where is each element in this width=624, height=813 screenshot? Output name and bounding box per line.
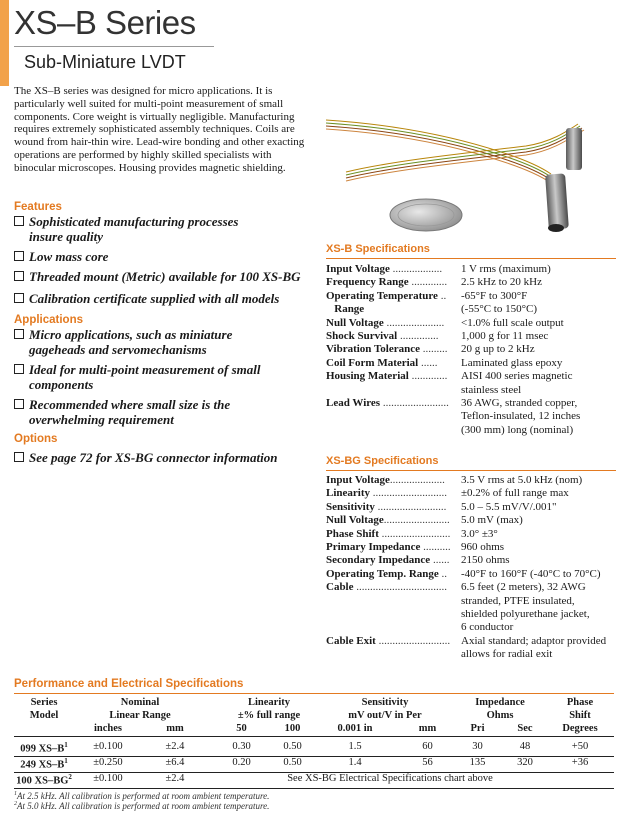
xsbg-specs-table <box>326 474 616 662</box>
applications-item-line: Ideal for multi-point measurement of small <box>14 363 314 378</box>
spec-label: Shock Survival .............. <box>326 330 439 343</box>
spec-row <box>326 635 616 662</box>
leader-dots: .......................... <box>375 634 451 647</box>
checkbox-icon <box>14 293 24 303</box>
leader-dots: ......................... <box>374 500 447 513</box>
table-note: See XS-BG Electrical Specifications chart above <box>287 773 493 784</box>
title-divider <box>14 46 214 47</box>
page-title: XS–B Series <box>14 4 196 41</box>
spec-label: Input Voltage.................... <box>326 474 445 486</box>
column-header: Sensitivity <box>361 697 409 708</box>
leader-dots: ...... <box>418 356 438 369</box>
spec-row <box>326 370 616 397</box>
column-header: Impedance <box>475 697 525 708</box>
table-cell: 1.5 <box>348 741 362 752</box>
table-cell: ±6.4 <box>165 757 185 768</box>
spec-value: ±0.2% of full range max <box>461 487 569 500</box>
column-header: Phase <box>566 697 594 708</box>
xsb-specs-table <box>326 263 616 437</box>
options-item <box>14 451 314 466</box>
table-cell: ±2.4 <box>165 773 185 784</box>
spec-row <box>326 276 616 289</box>
footnote-marker: 2 <box>68 773 72 781</box>
footnote-marker: 1 <box>64 757 68 765</box>
model-cell: 100 $XS-BG^2$ <box>16 773 72 787</box>
spec-label: Vibration Tolerance ......... <box>326 343 448 356</box>
spec-row <box>326 528 616 541</box>
spec-value: 5.0 mV (max) <box>461 514 523 527</box>
spec-value: AISI 400 series magnetic stainless steel <box>461 370 573 396</box>
applications-item-line: gageheads and servomechanisms <box>29 341 207 357</box>
features-item-line: Calibration certificate supplied with all models <box>14 292 314 307</box>
leader-dots: .. <box>438 567 448 580</box>
leader-dots: ......... <box>420 343 448 356</box>
spec-label: Operating Temperature .. Range <box>326 289 447 316</box>
footnote-marker: 2 <box>14 801 17 807</box>
spec-row <box>326 330 616 343</box>
checkbox-icon <box>14 452 24 462</box>
applications-item <box>14 398 314 427</box>
spec-value: -40°F to 160°F (-40°C to 70°C) <box>461 567 601 580</box>
spec-value: <1.0% full scale output <box>461 316 564 329</box>
spec-row <box>326 290 616 317</box>
column-header: Linear Range <box>109 710 171 721</box>
spec-row <box>326 501 616 514</box>
column-subheader: inches <box>93 723 122 734</box>
spec-label: Primary Impedance .......... <box>326 541 451 554</box>
column-header: Series <box>30 697 58 708</box>
spec-value: 20 g up to 2 kHz <box>461 343 535 356</box>
features-item <box>14 215 314 244</box>
performance-heading: Performance and Electrical Specifications <box>14 678 244 690</box>
header-rule <box>14 736 614 737</box>
features-item <box>14 270 314 285</box>
leader-dots: ..................... <box>383 316 445 329</box>
column-subheader: 50 <box>236 723 247 734</box>
column-subheader: Degrees <box>562 723 598 734</box>
table-cell: ±2.4 <box>165 741 185 752</box>
lead-wires <box>326 120 584 183</box>
column-header: Shift <box>569 710 591 721</box>
leader-dots: .................. <box>389 263 443 275</box>
xsb-specs-rule <box>326 258 616 259</box>
applications-item-line: overwhelming requirement <box>29 411 174 427</box>
spec-row <box>326 357 616 370</box>
leader-dots: .............. <box>397 330 439 343</box>
spec-label: Cable ................................. <box>326 581 447 594</box>
xsb-specs-heading: XS-B Specifications <box>326 243 430 255</box>
applications-item <box>14 363 314 392</box>
leader-dots: ...... <box>430 554 450 567</box>
leader-dots: .. <box>437 289 447 302</box>
features-item-line: Sophisticated manufacturing processes <box>14 215 314 230</box>
spec-value: 36 AWG, stranded copper, Teflon-insulated, 12 inches (300 mm) long (nominal) <box>461 397 581 436</box>
leader-dots: ............. <box>408 370 448 383</box>
spec-label: Secondary Impedance ...... <box>326 554 450 567</box>
features-item-line: Low mass core <box>14 250 314 265</box>
spec-value: 3.5 V rms at 5.0 kHz (nom) <box>461 474 583 486</box>
spec-value: Laminated glass epoxy <box>461 356 563 369</box>
table-cell: 1.4 <box>348 757 362 768</box>
column-subheader: 0.001 in <box>337 723 373 734</box>
spec-value: 5.0 – 5.5 mV/V/.001" <box>461 500 557 513</box>
table-cell: 56 <box>422 757 433 768</box>
options-item-line: See page 72 for XS-BG connector information <box>14 451 314 466</box>
spec-value: -65°F to 300°F (-55°C to 150°C) <box>461 289 538 316</box>
checkbox-icon <box>14 216 24 226</box>
spec-value: Axial standard; adaptor provided allows for radial exit <box>461 634 607 661</box>
spec-row <box>326 343 616 356</box>
checkbox-icon <box>14 364 24 374</box>
leader-dots: ......................... <box>378 527 451 540</box>
table-cell: ±0.100 <box>93 741 123 752</box>
table-cell: 135 <box>469 757 486 768</box>
page-subtitle: Sub-Miniature LVDT <box>24 52 186 72</box>
table-cell: +50 <box>571 741 589 752</box>
spec-value: 1 V rms (maximum) <box>461 263 551 275</box>
spec-value: 960 ohms <box>461 541 505 554</box>
table-cell: 0.20 <box>232 757 251 768</box>
column-header: Model <box>29 710 59 721</box>
applications-heading: Applications <box>14 314 84 326</box>
checkbox-icon <box>14 399 24 409</box>
footnote-marker: 1 <box>14 791 17 797</box>
leader-dots: ........................ <box>383 514 450 527</box>
spec-label: Housing Material ............. <box>326 370 448 383</box>
spec-label: Operating Temp. Range .. <box>326 567 448 580</box>
features-heading: Features <box>14 201 62 213</box>
spec-row <box>326 317 616 330</box>
leader-dots: ............. <box>408 276 448 289</box>
spec-row <box>326 554 616 567</box>
spec-label-cont: Range <box>326 303 365 316</box>
spec-label: Cable Exit .......................... <box>326 634 451 647</box>
spec-row <box>326 487 616 500</box>
spec-row <box>326 397 616 437</box>
xsbg-specs-heading: XS-BG Specifications <box>326 455 439 467</box>
spec-label: Frequency Range ............. <box>326 276 448 289</box>
table-cell: 0.30 <box>232 741 251 752</box>
intro-paragraph: The XS–B series was designed for micro applications. It is particularly well suited for multi-point measurement of small components. Core weight is virtually negligible. Manufacturing requires extremely sophisticated assembly techniques. Coils are wound from hair-thin wire. Lead-wire bonding and other exacting operations are performed by highly skilled specialists with binocular microscopes. Housing provides magnetic shielding. <box>14 85 305 174</box>
lvdt-body-lower <box>545 173 569 229</box>
lvdt-body-upper <box>566 128 582 170</box>
spec-label: Coil Form Material ...... <box>326 356 438 369</box>
spec-label: Lead Wires ........................ <box>326 397 449 410</box>
leader-dots: .......... <box>420 541 451 554</box>
applications-item-line: Recommended where small size is the <box>14 398 314 413</box>
checkbox-icon <box>14 329 24 339</box>
spec-label: Linearity ........................... <box>326 487 447 500</box>
table-cell: 60 <box>422 741 433 752</box>
spec-row <box>326 541 616 554</box>
checkbox-icon <box>14 251 24 261</box>
features-item <box>14 292 314 307</box>
table-cell: +36 <box>571 757 589 768</box>
options-heading: Options <box>14 433 58 445</box>
column-header: Ohms <box>486 710 514 721</box>
spec-value: 1,000 g for 11 msec <box>461 330 549 343</box>
spec-value: 6.5 feet (2 meters), 32 AWG stranded, PTFE insulated, shielded polyurethane jacket, 6 conductor <box>461 581 590 634</box>
accent-bar <box>0 0 9 86</box>
table-cell: 0.50 <box>283 741 302 752</box>
spec-label: Null Voltage........................ <box>326 514 450 527</box>
column-subheader: 100 <box>284 723 301 734</box>
table-cell: 0.50 <box>283 757 302 768</box>
model-cell: 249 $XS-B^1$ <box>20 757 68 771</box>
table-cell: 30 <box>472 741 483 752</box>
table-cell: 48 <box>519 741 531 752</box>
column-subheader: mm <box>418 723 437 734</box>
features-item-line: Threaded mount (Metric) available for 100 XS-BG <box>14 270 314 285</box>
column-subheader: Pri <box>470 723 485 734</box>
spec-value: 2150 ohms <box>461 554 510 567</box>
table-cell: 320 <box>517 757 533 768</box>
column-header: Nominal <box>120 697 160 708</box>
spec-row <box>326 474 616 487</box>
spec-label: Null Voltage ..................... <box>326 316 445 329</box>
column-subheader: Sec <box>517 723 533 734</box>
column-header: ±% full range <box>237 710 301 721</box>
performance-rule <box>14 693 614 694</box>
spec-value: 2.5 kHz to 20 kHz <box>461 276 542 289</box>
column-header: Linearity <box>248 697 290 708</box>
leader-dots: ........................ <box>380 397 449 410</box>
footnote: $^2$At 5.0 kHz. All calibration is performed at room ambient temperature. <box>14 801 270 811</box>
footnote-marker: 1 <box>64 741 68 749</box>
product-photo <box>326 112 616 237</box>
footnote: $^1$At 2.5 kHz. All calibration is performed at room ambient temperature. <box>14 791 270 801</box>
spec-label: Input Voltage .................. <box>326 263 443 275</box>
spec-label: Phase Shift ......................... <box>326 527 451 540</box>
xsbg-specs-rule <box>326 470 616 471</box>
applications-item-line: components <box>29 376 94 392</box>
lvdt-bore <box>548 224 564 232</box>
model-cell: 099 $XS-B^1$ <box>20 741 68 755</box>
leader-dots: .................... <box>389 474 445 486</box>
spec-row <box>326 581 616 635</box>
spec-row <box>326 568 616 581</box>
checkbox-icon <box>14 271 24 281</box>
features-item-line: insure quality <box>29 228 104 244</box>
spec-row <box>326 263 616 276</box>
applications-item-line: Micro applications, such as miniature <box>14 328 314 343</box>
spec-value: 3.0° ±3° <box>461 527 498 540</box>
performance-bottom-rule <box>14 788 614 789</box>
spec-row <box>326 514 616 527</box>
applications-item <box>14 328 314 357</box>
column-subheader: mm <box>166 723 184 734</box>
spec-label: Sensitivity ......................... <box>326 500 447 513</box>
leader-dots: ................................. <box>353 581 447 594</box>
table-cell: ±0.250 <box>93 757 123 768</box>
table-cell: ±0.100 <box>93 773 123 784</box>
column-header: mV out/V in Per <box>348 710 422 721</box>
leader-dots: ........................... <box>370 487 447 500</box>
features-item <box>14 250 314 265</box>
